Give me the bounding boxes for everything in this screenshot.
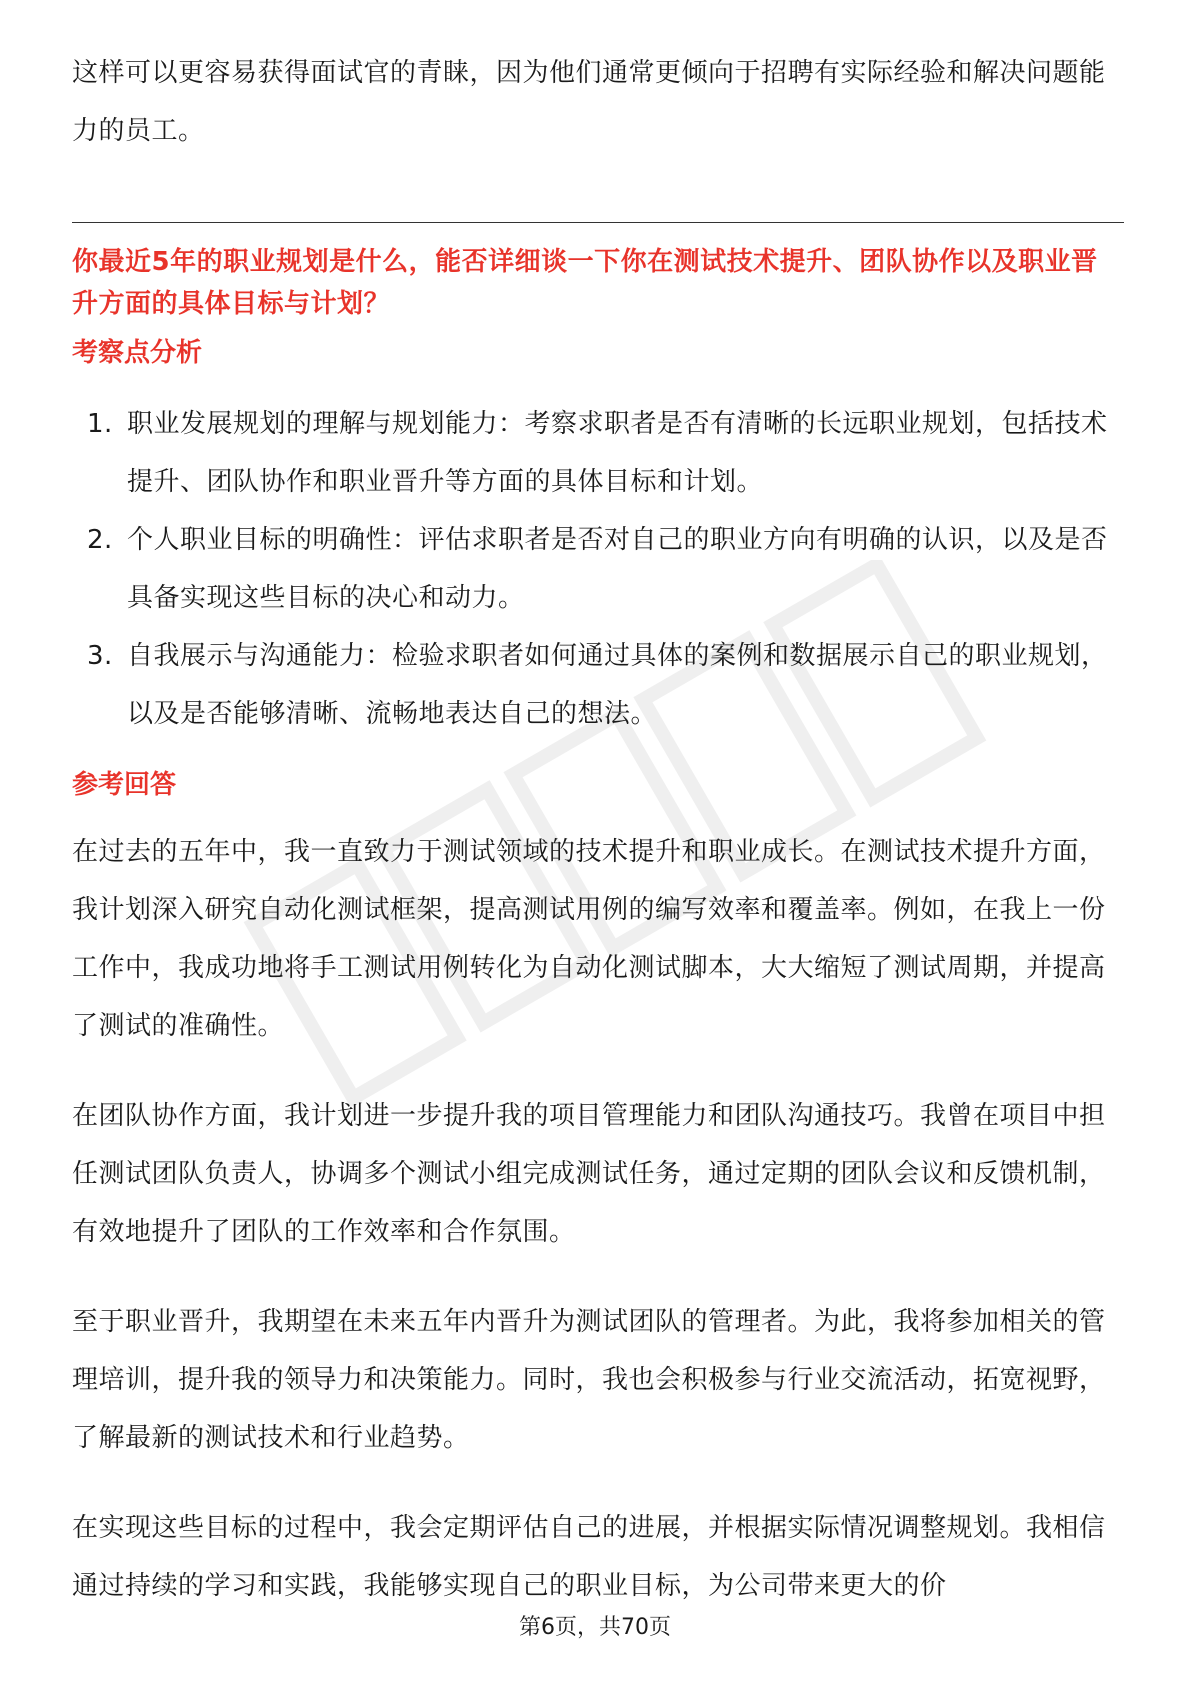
analysis-item — [72, 395, 1124, 511]
analysis-list — [72, 395, 1124, 743]
analysis-item-number: 1. — [87, 409, 113, 439]
analysis-item-text: 职业发展规划的理解与规划能力：考察求职者是否有清晰的长远职业规划，包括技术提升、团队协作和职业晋升等方面的具体目标和计划。 — [127, 409, 1108, 497]
answer-paragraph: 至于职业晋升，我期望在未来五年内晋升为测试团队的管理者。为此，我将参加相关的管理培训，提升我的领导力和决策能力。同时，我也会积极参与行业交流活动，拓宽视野，了解最新的测试技术和行业趋势。 — [72, 1307, 1106, 1453]
page-footer: 第6页，共70页 — [519, 1615, 671, 1640]
intro-paragraph: 这样可以更容易获得面试官的青睐，因为他们通常更倾向于招聘有实际经验和解决问题能力的员工。 — [72, 58, 1106, 146]
content-area — [72, 44, 1124, 1615]
answer-paragraph: 在过去的五年中，我一直致力于测试领域的技术提升和职业成长。在测试技术提升方面，我计划深入研究自动化测试框架，提高测试用例的编写效率和覆盖率。例如，在我上一份工作中，我成功地将手工测试用例转化为自动化测试脚本，大大缩短了测试周期，并提高了测试的准确性。 — [72, 837, 1106, 1041]
analysis-item-number: 2. — [87, 525, 113, 555]
analysis-item — [72, 511, 1124, 627]
analysis-item-text: 自我展示与沟通能力：检验求职者如何通过具体的案例和数据展示自己的职业规划，以及是否能够清晰、流畅地表达自己的想法。 — [127, 641, 1108, 729]
section-divider — [72, 222, 1124, 223]
analysis-item-number: 3. — [87, 641, 113, 671]
answer-paragraph: 在实现这些目标的过程中，我会定期评估自己的进展，并根据实际情况调整规划。我相信通过持续的学习和实践，我能够实现自己的职业目标，为公司带来更大的价 — [72, 1513, 1106, 1601]
answer-paragraph: 在团队协作方面，我计划进一步提升我的项目管理能力和团队沟通技巧。我曾在项目中担任测试团队负责人，协调多个测试小组完成测试任务，通过定期的团队会议和反馈机制，有效地提升了团队的工作效率和合作氛围。 — [72, 1101, 1106, 1247]
analysis-item-text: 个人职业目标的明确性：评估求职者是否对自己的职业方向有明确的认识，以及是否具备实现这些目标的决心和动力。 — [127, 525, 1108, 613]
answer-heading: 参考回答 — [72, 770, 177, 800]
question-heading: 你最近5年的职业规划是什么，能否详细谈一下你在测试技术提升、团队协作以及职业晋升方面的具体目标与计划？ — [72, 247, 1098, 319]
analysis-item — [72, 627, 1124, 743]
analysis-heading: 考察点分析 — [72, 338, 203, 368]
